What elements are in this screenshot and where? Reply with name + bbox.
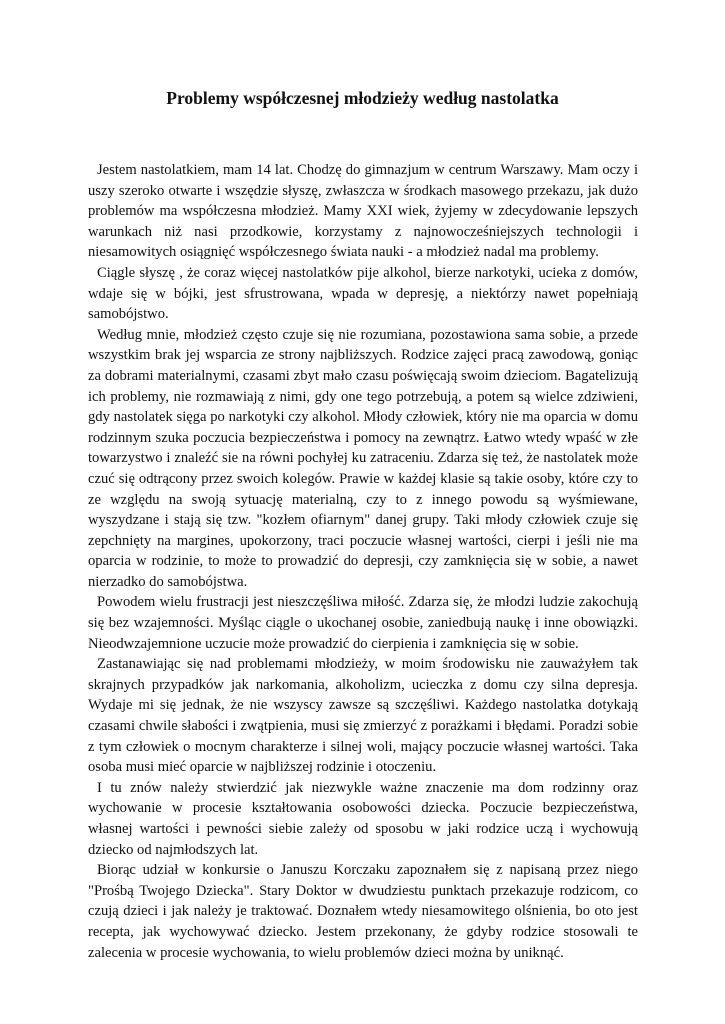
document-title: Problemy współczesnej młodzieży według nastolatka: [166, 88, 559, 108]
paragraph-4: Powodem wielu frustracji jest nieszczęśliwa miłość. Zdarza się, że młodzi ludzie zakochują się bez wzajemności. Myśląc ciągle o ukochanej osobie, zaniedbują naukę i inne obowiązki. Nieodwzajemnione uczucie może prowadzić do cierpienia i zamknięcia się w sobie.: [88, 594, 638, 652]
paragraph-2: Ciągle słyszę , że coraz więcej nastolatków pije alkohol, bierze narkotyki, ucieka z domów, wdaje się w bójki, jest sfrustrowana, wpada w depresję, a niektórzy nawet popełniają samobójstwo.: [88, 264, 638, 323]
paragraph-7: Biorąc udział w konkursie o Januszu Korczaku zapoznałem się z napisaną przez niego "Prośbą Twojego Dziecka". Stary Doktor w dwudziestu punktach przekazuje rodzicom, co czują dzieci i jak należy je traktować. Doznałem wtedy niesamowitego olśnienia, bo oto jest recepta, jak wychowywać dziecko. Jestem przekonany, że gdyby rodzice stosowali te zalecenia w procesie wychowania, to wielu problemów dzieci można by uniknąć.: [88, 862, 638, 961]
paragraph-3: Według mnie, młodzież często czuje się nie rozumiana, pozostawiona sama sobie, a przede wszystkim brak jej wsparcia ze strony najbliższych. Rodzice zajęci pracą zawodową, goniąc za dobrami materialnymi, czasami zbyt mało czasu poświęcają swoim dzieciom. Bagatelizują ich problemy, nie rozmawiają z nimi, gdy one tego potrzebują, a potem są wielce zdziwieni, gdy nastolatek sięga po narkotyki czy alkohol. Młody człowiek, który nie ma oparcia w domu rodzinnym szuka poczucia bezpieczeństwa i pomocy na zewnątrz. Łatwo wtedy wpaść w złe towarzystwo i znaleźć sie na równi pochyłej ku zatraceniu. Zdarza się też, że nastolatek może czuć się odtrącony przez swoich kolegów. Prawie w każdej klasie są takie osoby, które czy to ze względu na swoją sytuację materialną, czy to z innego powodu są wyśmiewane, wyszydzane i stają się tzw. "kozłem ofiarnym" danej grupy. Taki młody człowiek czuje się zepchnięty na margines, upokorzony, traci poczucie własnej wartości, cierpi i jeśli nie ma oparcia w rodzinie, to może to prowadzić do depresji, czy zamknięcia się w sobie, a nawet nierzadko do samobójstwa.: [88, 326, 638, 590]
paragraph-5: Zastanawiając się nad problemami młodzieży, w moim środowisku nie zauważyłem tak skrajnych przypadków jak narkomania, alkoholizm, ucieczka z domu czy silna depresja. Wydaje mi się jednak, że nie wszyscy zawsze są szczęśliwi. Każdego nastolatka dotykają czasami chwile słabości i zwątpienia, musi się zmierzyć z porażkami i błędami. Poradzi sobie z tym człowiek o mocnym charakterze i silnej woli, mający poczucie własnej wartości. Taka osoba musi mieć oparcie w najbliższej rodzinie i otoczeniu.: [88, 656, 638, 776]
paragraph-1: Jestem nastolatkiem, mam 14 lat. Chodzę do gimnazjum w centrum Warszawy. Mam oczy i uszy szeroko otwarte i wszędzie słyszę, zwłaszcza w środkach masowego przekazu, jak dużo problemów ma współczesna młodzież. Mamy XXI wiek, żyjemy w zdecydowanie lepszych warunkach niż nasi przodkowie, korzystamy z najnowocześniejszych technologii i niesamowitych osiągnięć współczesnego świata nauki - a młodzież nadal ma problemy.: [88, 162, 638, 261]
paragraph-6: I tu znów należy stwierdzić jak niezwykle ważne znaczenie ma dom rodzinny oraz wychowanie w procesie kształtowania osobowości dziecka. Poczucie bezpieczeństwa, własnej wartości i pewności siebie zależy od sposobu w jaki rodzice uczą i wychowują dziecko od najmłodszych lat.: [88, 779, 638, 858]
document-body: [88, 160, 638, 963]
